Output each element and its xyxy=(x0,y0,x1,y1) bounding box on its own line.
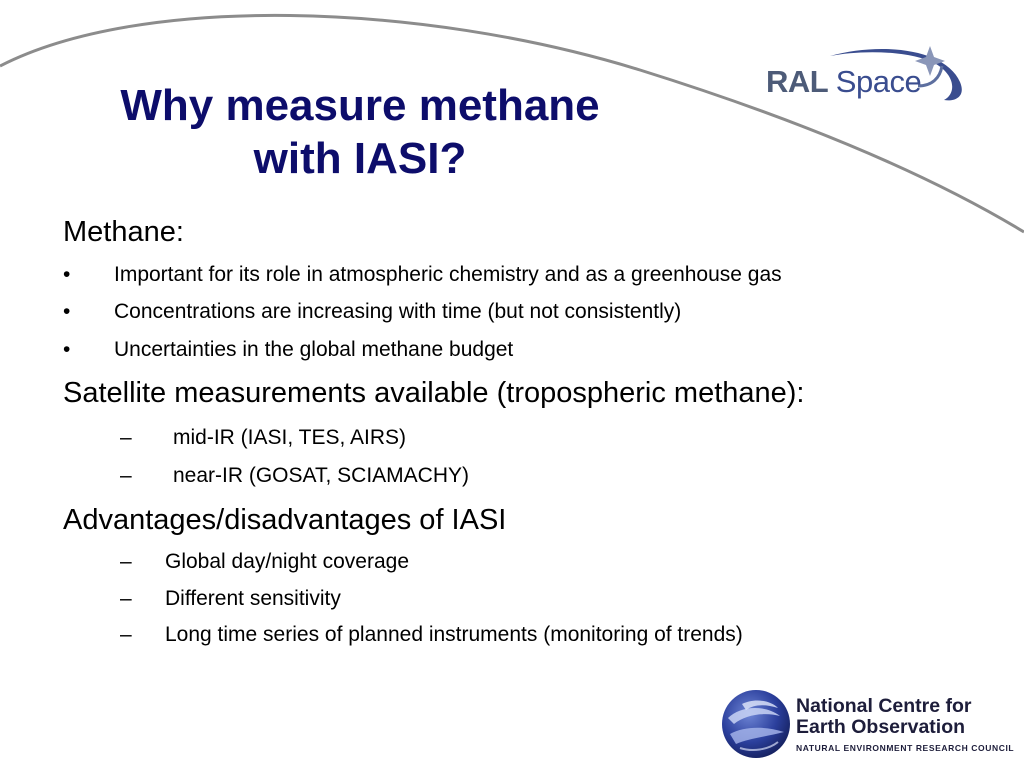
dash-marker: – xyxy=(120,623,132,646)
advantages-heading: Advantages/disadvantages of IASI xyxy=(63,504,507,536)
ral-space-wordmark xyxy=(766,64,921,100)
ncoe-line2: Earth Observation xyxy=(796,716,966,738)
bullet-marker: • xyxy=(63,338,71,361)
ral-word: RAL xyxy=(766,64,828,99)
ncoe-line1: National Centre for xyxy=(796,695,972,717)
slide-title xyxy=(40,80,680,186)
bullet-text: Concentrations are increasing with time (but not consistently) xyxy=(114,300,682,323)
bullet-text: Important for its role in atmospheric chemistry and as a greenhouse gas xyxy=(114,263,782,286)
methane-heading: Methane: xyxy=(63,216,184,248)
dash-item-text: Different sensitivity xyxy=(165,587,341,610)
dash-marker: – xyxy=(120,550,132,573)
swirl-globe-icon xyxy=(720,688,792,760)
ncoe-wordmark xyxy=(796,696,972,738)
slide-title-line1: Why measure methane xyxy=(120,81,600,130)
dash-item-text: mid-IR (IASI, TES, AIRS) xyxy=(173,426,406,449)
ral-space-logo xyxy=(760,42,970,112)
dash-item-text: Long time series of planned instruments (monitoring of trends) xyxy=(165,623,743,646)
bullet-text: Uncertainties in the global methane budget xyxy=(114,338,514,361)
bullet-marker: • xyxy=(63,263,71,286)
satellite-heading: Satellite measurements available (tropospheric methane): xyxy=(63,377,805,409)
bullet-marker: • xyxy=(63,300,71,323)
dash-item-text: Global day/night coverage xyxy=(165,550,409,573)
dash-item-text: near-IR (GOSAT, SCIAMACHY) xyxy=(173,464,469,487)
dash-marker: – xyxy=(120,426,132,449)
ncoe-logo xyxy=(720,688,1020,762)
slide-title-line2: with IASI? xyxy=(253,133,467,183)
dash-marker: – xyxy=(120,587,132,610)
dash-marker: – xyxy=(120,464,132,487)
nerc-subtitle: NATURAL ENVIRONMENT RESEARCH COUNCIL xyxy=(796,743,1015,753)
space-word: Space xyxy=(835,64,922,99)
